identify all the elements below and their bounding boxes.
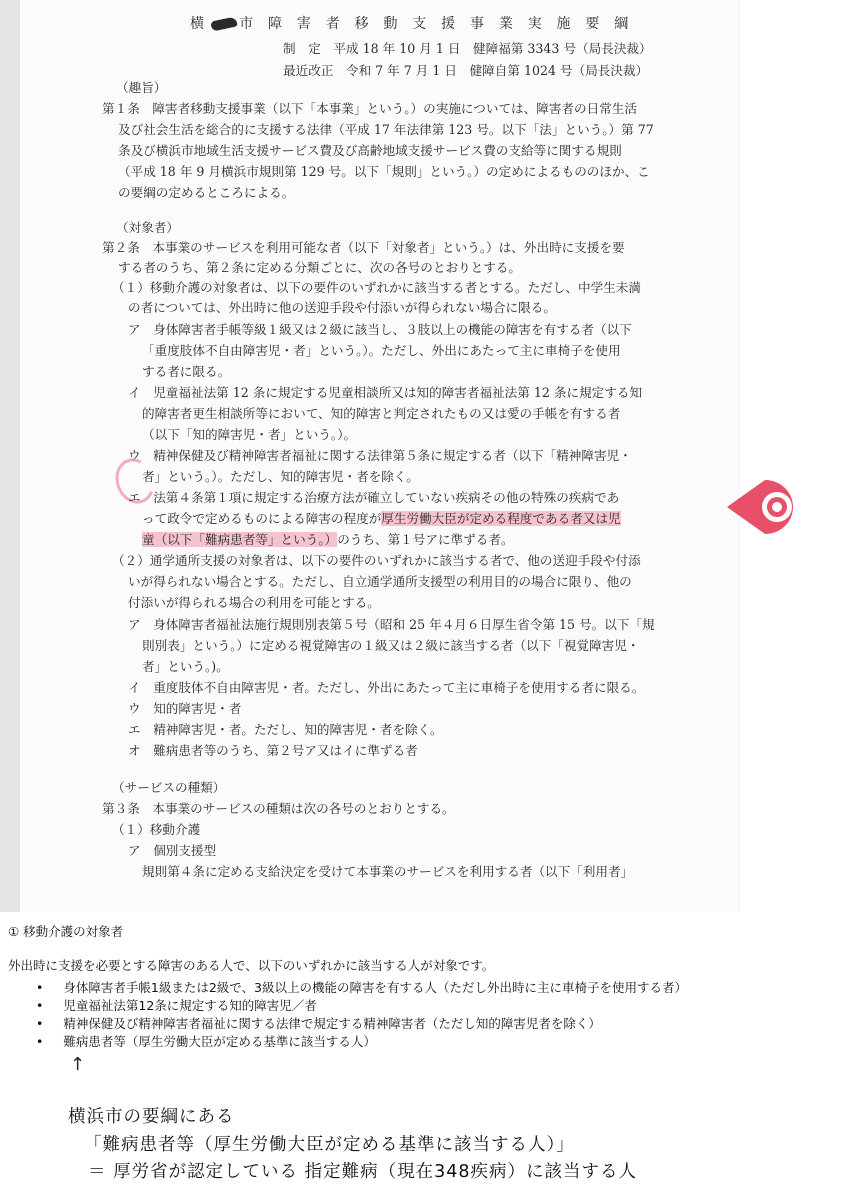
bullet-dot: • bbox=[36, 1034, 44, 1049]
body-line: ア 身体障害者手帳等級１級又は２級に該当し、３肢以上の機能の障害を有する者（以下 bbox=[128, 322, 632, 337]
body-line: 者」という。）。ただし、知的障害児・者を除く。 bbox=[142, 469, 419, 484]
redaction-smudge bbox=[210, 16, 238, 31]
up-arrow-icon: ↑ bbox=[70, 1054, 86, 1075]
highlighted-text: 厚生労働大臣が定める程度である者又は児 bbox=[381, 511, 621, 526]
body-line: ア 個別支援型 bbox=[128, 843, 217, 858]
bullet-text: 児童福祉法第12条に規定する知的障害児／者 bbox=[63, 998, 317, 1013]
body-line: する者に限る。 bbox=[142, 364, 231, 379]
annotation-line: 「難病患者等（厚生労働大臣が定める基準に該当する人）」 bbox=[84, 1135, 575, 1155]
body-line: 及び社会生活を総合的に支援する法律（平成 17 年法律第 123 号。以下「法」という。）第 77 bbox=[118, 122, 654, 137]
highlighted-text: 童（以下「難病患者等」という。） bbox=[142, 532, 338, 547]
document-title bbox=[190, 16, 633, 32]
body-line: いが得られない場合とする。ただし、自立通学通所支援型の利用目的の場合に限り、他の bbox=[128, 574, 632, 589]
bullet-item bbox=[36, 978, 687, 996]
body-line: 規則第４条に定める支給決定を受けて本事業のサービスを利用する者（以下「利用者」 bbox=[142, 864, 634, 879]
section-heading: （サービスの種類） bbox=[112, 780, 226, 795]
body-line: （１）移動介護の対象者は、以下の要件のいずれかに該当する者とする。ただし、中学生未満 bbox=[112, 280, 641, 295]
body-line: の要綱の定めるところによる。 bbox=[118, 185, 295, 200]
scan-left-edge bbox=[0, 0, 20, 912]
body-line: イ 児童福祉法第 12 条に規定する児童相談所又は知的障害者福祉法第 12 条に規定する知 bbox=[128, 385, 643, 400]
body-line: オ 難病患者等のうち、第２号ア又はイに準ずる者 bbox=[128, 743, 418, 758]
annotation-line: ＝ 厚労省が認定している 指定難病（現在348疾病）に該当する人 bbox=[88, 1162, 638, 1182]
body-line: （以下「知的障害児・者」という。）。 bbox=[142, 427, 357, 442]
bullet-text: 精神保健及び精神障害者福祉に関する法律で規定する精神障害者（ただし知的障害児者を除く） bbox=[63, 1016, 601, 1031]
title-suffix: 市 障 害 者 移 動 支 援 事 業 実 施 要 綱 bbox=[239, 16, 634, 32]
body-line: 第３条 本事業のサービスの種類は次の各号のとおりとする。 bbox=[102, 801, 455, 816]
scan-right-margin bbox=[740, 0, 867, 912]
location-pin-icon bbox=[727, 476, 807, 538]
annotation-line: 横浜市の要綱にある bbox=[68, 1107, 235, 1127]
body-line: 的障害者更生相談所等において、知的障害と判定されたもの又は愛の手帳を有する者 bbox=[142, 406, 621, 421]
body-line: エ 法第４条第１項に規定する治療方法が確立していない疾病その他の特殊の疾病であ bbox=[128, 490, 620, 505]
body-line: 付添いが得られる場合の利用を可能とする。 bbox=[128, 595, 380, 610]
title-prefix: 横 bbox=[190, 16, 210, 32]
body-line: ア 身体障害者福祉法施行規則別表第５号（昭和 25 年４月６日厚生省令第 15 号。以下「規 bbox=[128, 617, 655, 632]
body-line: イ 重度肢体不自由障害児・者。ただし、外出にあたって主に車椅子を使用する者に限る。 bbox=[128, 680, 645, 695]
bullet-item bbox=[36, 996, 317, 1014]
caption-intro: 外出時に支援を必要とする障害のある人で、以下のいずれかに該当する人が対象です。 bbox=[8, 958, 495, 973]
body-line: （２）通学通所支援の対象者は、以下の要件のいずれかに該当する者で、他の送迎手段や付添 bbox=[112, 553, 641, 568]
body-text: のうち、第１号アに準ずる者。 bbox=[337, 532, 514, 547]
body-line: 第１条 障害者移動支援事業（以下「本事業」という。）の実施については、障害者の日常生活 bbox=[102, 101, 637, 116]
body-line: ウ 精神保健及び精神障害者福祉に関する法律第５条に規定する者（以下「精神障害児・ bbox=[128, 448, 632, 463]
body-line: 第２条 本事業のサービスを利用可能な者（以下「対象者」という。）は、外出時に支援を要 bbox=[102, 240, 625, 255]
body-text: って政令で定めるものによる障害の程度が bbox=[142, 511, 382, 526]
body-line: 者」という。)。 bbox=[142, 659, 229, 674]
body-line: 条及び横浜市地域生活支援サービス費及び高齢地域支援サービス費の支給等に関する規則 bbox=[118, 143, 622, 158]
bullet-dot: • bbox=[36, 998, 44, 1013]
section-heading: （対象者） bbox=[116, 220, 179, 235]
section-heading: （趣旨） bbox=[116, 80, 167, 95]
body-line: エ 精神障害児・者。ただし、知的障害児・者を除く。 bbox=[128, 722, 443, 737]
body-line: 「重度肢体不自由障害児・者」という。）。ただし、外出にあたって主に車椅子を使用 bbox=[142, 343, 621, 358]
bullet-text: 難病患者等（厚生労働大臣が定める基準に該当する人） bbox=[63, 1034, 376, 1049]
bullet-dot: • bbox=[36, 1016, 44, 1031]
highlighted-line bbox=[142, 511, 621, 527]
bullet-item bbox=[36, 1032, 376, 1050]
bullet-dot: • bbox=[36, 980, 44, 995]
revision-line: 最近改正 令和 7 年 7 月 1 日 健障自第 1024 号（局長決裁） bbox=[283, 63, 649, 78]
body-line: （平成 18 年 9 月横浜市規則第 129 号。以下「規則」という。）の定めによるもののほか、こ bbox=[118, 164, 650, 179]
bullet-text: 身体障害者手帳1級または2級で、3級以上の機能の障害を有する人（ただし外出時に主に車椅子を使用する者） bbox=[63, 980, 687, 995]
body-line: の者については、外出時に他の送迎手段や付添いが得られない場合に限る。 bbox=[128, 300, 556, 315]
body-line: ウ 知的障害児・者 bbox=[128, 701, 242, 716]
enactment-line: 制 定 平成 18 年 10 月 1 日 健障福第 3343 号（局長決裁） bbox=[283, 41, 652, 56]
body-line: （１）移動介護 bbox=[112, 822, 201, 837]
body-line: 則別表」という。）に定める視覚障害の１級又は２級に該当する者（以下「視覚障害児・ bbox=[142, 638, 640, 653]
caption-heading: ① 移動介護の対象者 bbox=[8, 924, 124, 939]
highlighted-line bbox=[142, 532, 514, 548]
body-line: する者のうち、第２条に定める分類ごとに、次の各号のとおりとする。 bbox=[118, 260, 521, 275]
bullet-item bbox=[36, 1014, 601, 1032]
